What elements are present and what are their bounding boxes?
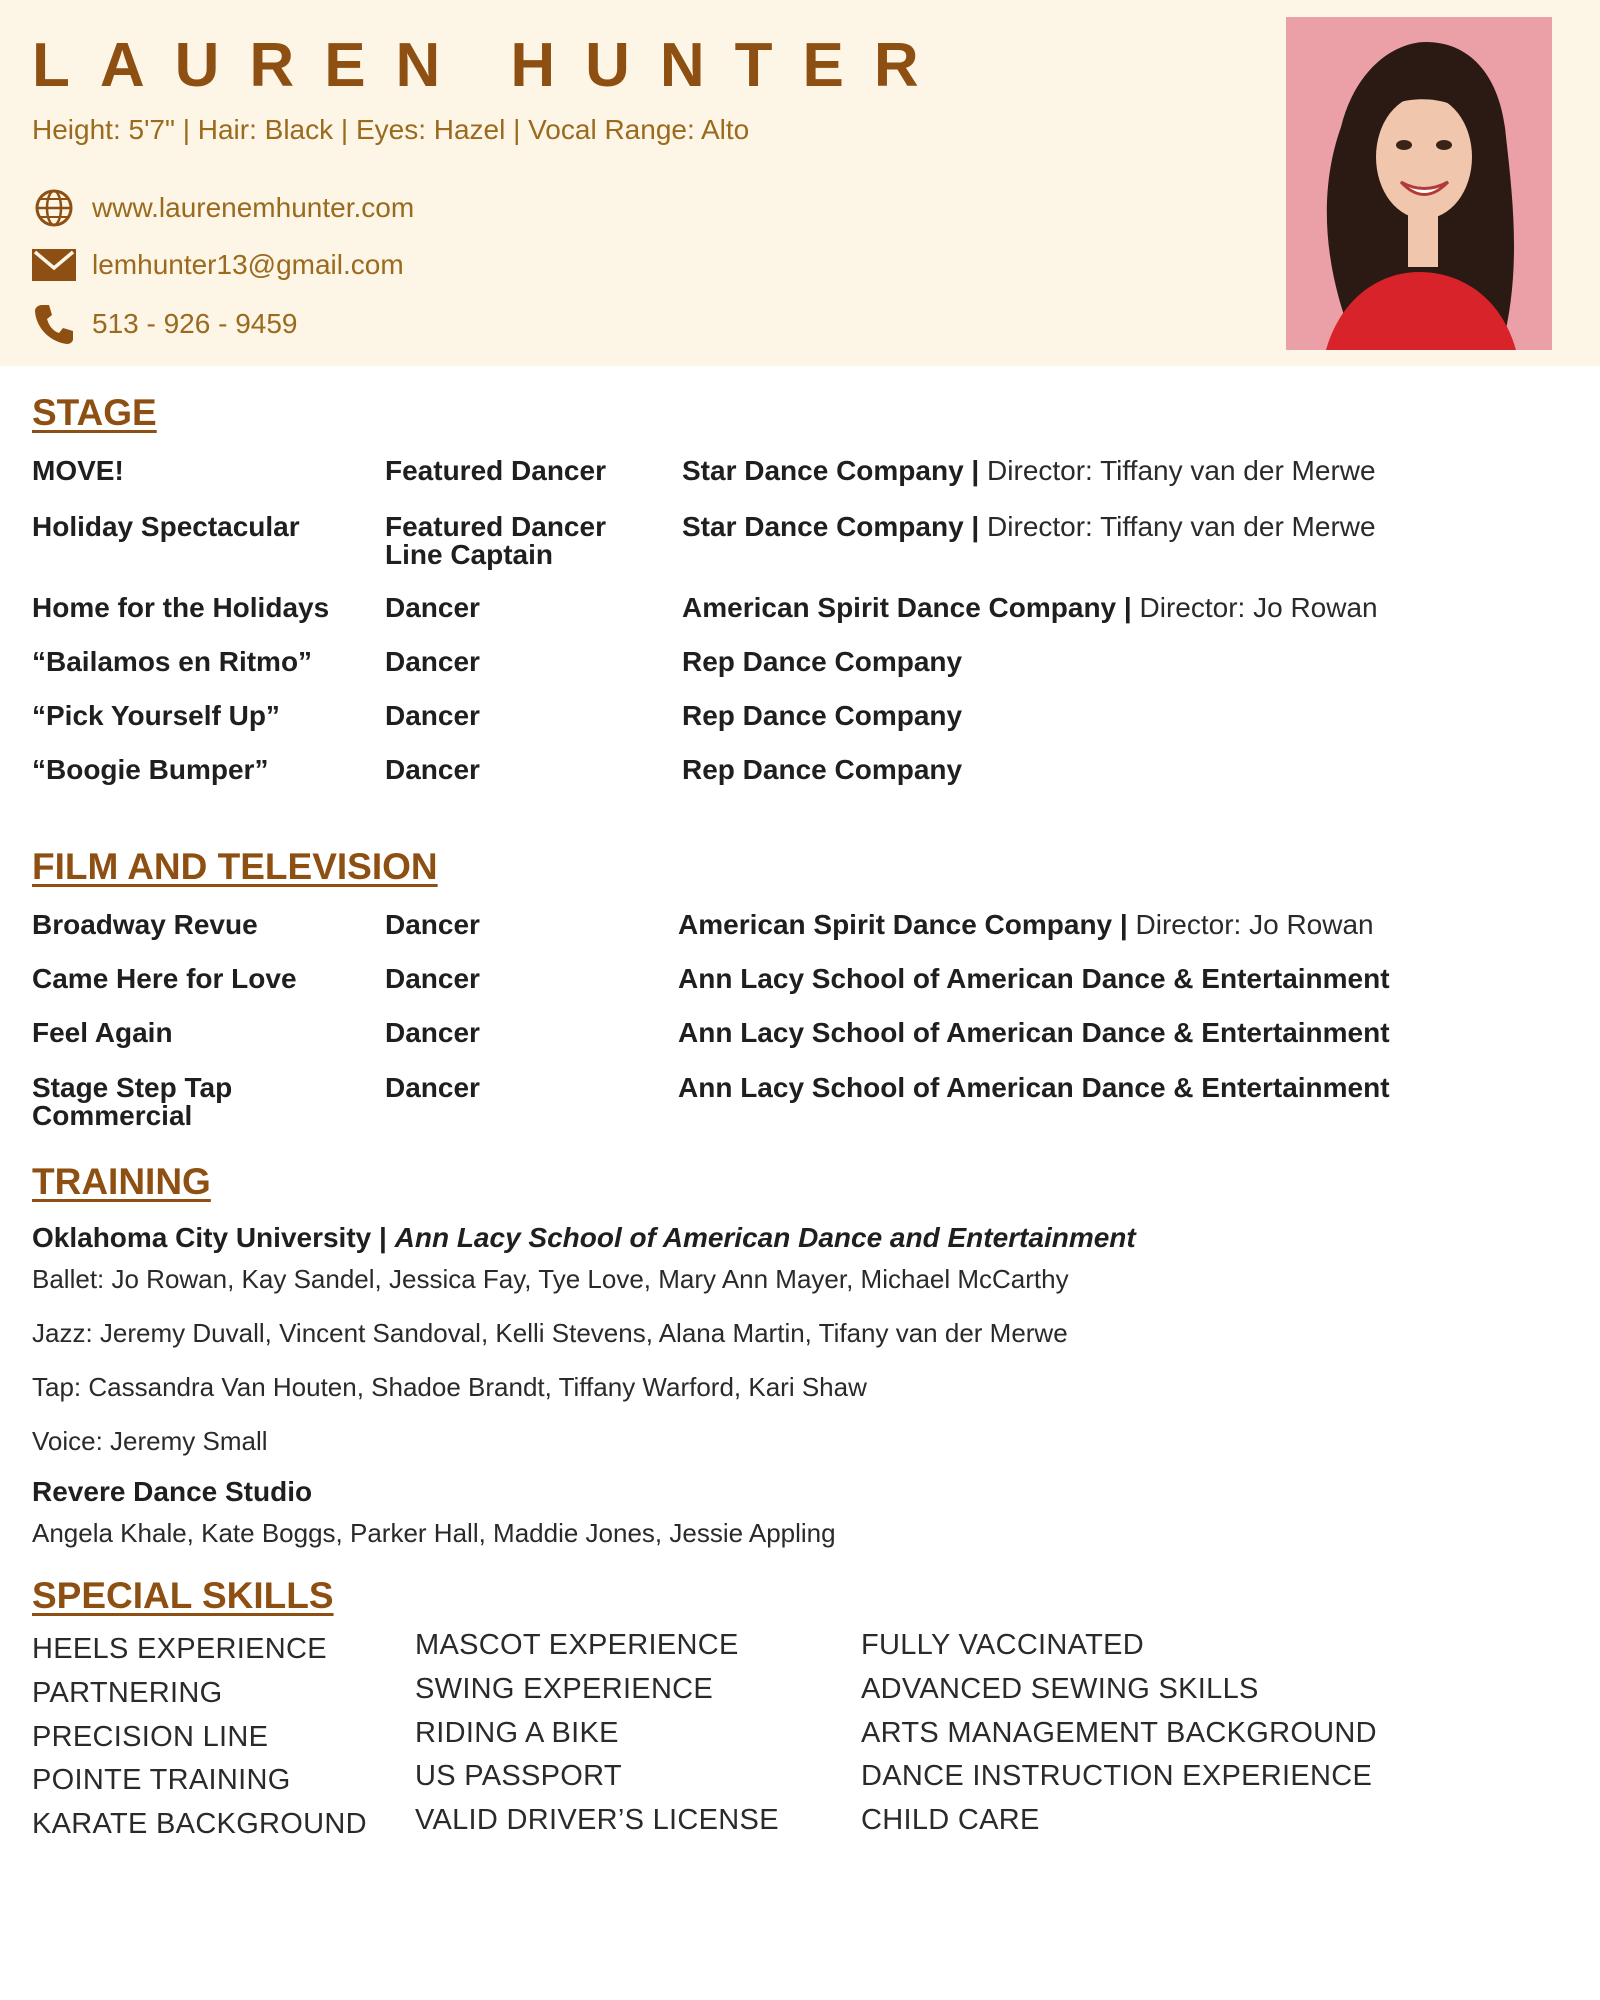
skill-item: CHILD CARE xyxy=(861,1804,1040,1836)
credit-role: Featured Dancer xyxy=(385,455,606,486)
credit-company: Rep Dance Company xyxy=(682,754,963,785)
credit-company: Ann Lacy School of American Dance & Entertainment xyxy=(678,963,1390,994)
mail-icon xyxy=(32,243,76,287)
credit-role: Dancer xyxy=(385,592,480,623)
credit-role: Dancer xyxy=(385,963,480,994)
credit-role: Dancer xyxy=(385,754,480,785)
email-contact[interactable] xyxy=(32,243,404,287)
headshot-photo xyxy=(1286,17,1552,350)
skill-item: PARTNERING xyxy=(32,1677,223,1709)
credit-title: Holiday Spectacular xyxy=(32,511,300,542)
phone-contact[interactable] xyxy=(32,302,298,346)
credit-title: “Boogie Bumper” xyxy=(32,754,269,785)
credit-company: Rep Dance Company xyxy=(682,700,963,731)
credit-title: MOVE! xyxy=(32,455,124,486)
skill-item: PRECISION LINE xyxy=(32,1721,269,1753)
credit-company: Rep Dance Company xyxy=(682,646,963,677)
globe-icon xyxy=(32,186,76,230)
training-line: Tap: Cassandra Van Houten, Shadoe Brandt, Tiffany Warford, Kari Shaw xyxy=(32,1372,867,1402)
skill-item: US PASSPORT xyxy=(415,1760,622,1792)
credit-role: Dancer xyxy=(385,1072,480,1103)
skill-item: ADVANCED SEWING SKILLS xyxy=(861,1673,1259,1705)
skill-item: SWING EXPERIENCE xyxy=(415,1673,714,1705)
skill-item: VALID DRIVER’S LICENSE xyxy=(415,1804,779,1836)
credit-company: Star Dance Company | Director: Tiffany van der Merwe xyxy=(682,455,1376,486)
film-section-title: FILM AND TELEVISION xyxy=(32,846,438,887)
credit-company: American Spirit Dance Company | Director: Jo Rowan xyxy=(678,909,1374,940)
training-school: Oklahoma City University | Ann Lacy School of American Dance and Entertainment xyxy=(32,1222,1136,1253)
website-link[interactable]: www.laurenemhunter.com xyxy=(92,192,415,223)
skill-item: HEELS EXPERIENCE xyxy=(32,1633,327,1665)
stage-section-title: STAGE xyxy=(32,392,157,433)
credit-company: American Spirit Dance Company | Director: Jo Rowan xyxy=(682,592,1378,623)
training-line: Angela Khale, Kate Boggs, Parker Hall, Maddie Jones, Jessie Appling xyxy=(32,1518,836,1548)
skill-item: ARTS MANAGEMENT BACKGROUND xyxy=(861,1717,1377,1749)
skill-item: RIDING A BIKE xyxy=(415,1717,619,1749)
skill-item: POINTE TRAINING xyxy=(32,1764,291,1796)
skill-item: DANCE INSTRUCTION EXPERIENCE xyxy=(861,1760,1373,1792)
credit-company: Ann Lacy School of American Dance & Entertainment xyxy=(678,1017,1390,1048)
credit-role: Dancer xyxy=(385,1017,480,1048)
credit-company: Ann Lacy School of American Dance & Entertainment xyxy=(678,1072,1390,1103)
performer-stats: Height: 5'7" | Hair: Black | Eyes: Hazel | Vocal Range: Alto xyxy=(32,114,750,145)
credit-role: Dancer xyxy=(385,700,480,731)
credit-title: Broadway Revue xyxy=(32,909,258,940)
skills-section-title: SPECIAL SKILLS xyxy=(32,1575,334,1616)
credit-title: “Bailamos en Ritmo” xyxy=(32,646,313,677)
skill-item: KARATE BACKGROUND xyxy=(32,1808,367,1840)
credit-role: Featured Dancer Line Captain xyxy=(385,511,606,570)
training-section-title: TRAINING xyxy=(32,1161,211,1202)
performer-name: LAUREN HUNTER xyxy=(32,31,949,100)
credit-title: “Pick Yourself Up” xyxy=(32,700,280,731)
credit-role: Dancer xyxy=(385,909,480,940)
phone-icon xyxy=(32,302,76,346)
email-link[interactable]: lemhunter13@gmail.com xyxy=(92,249,404,280)
header-banner xyxy=(0,0,1600,366)
credit-role: Dancer xyxy=(385,646,480,677)
phone-number[interactable]: 513 - 926 - 9459 xyxy=(92,308,298,339)
training-school: Revere Dance Studio xyxy=(32,1476,313,1507)
credit-title: Home for the Holidays xyxy=(32,592,330,623)
website-contact[interactable] xyxy=(32,186,414,230)
skill-item: FULLY VACCINATED xyxy=(861,1629,1145,1661)
credit-title: Feel Again xyxy=(32,1017,173,1048)
training-line: Jazz: Jeremy Duvall, Vincent Sandoval, Kelli Stevens, Alana Martin, Tifany van der Merwe xyxy=(32,1318,1068,1348)
training-line: Voice: Jeremy Small xyxy=(32,1426,268,1456)
credit-title: Came Here for Love xyxy=(32,963,297,994)
skill-item: MASCOT EXPERIENCE xyxy=(415,1629,739,1661)
credit-company: Star Dance Company | Director: Tiffany van der Merwe xyxy=(682,511,1376,542)
training-line: Ballet: Jo Rowan, Kay Sandel, Jessica Fay, Tye Love, Mary Ann Mayer, Michael McCarthy xyxy=(32,1264,1069,1294)
credit-title: Stage Step Tap Commercial xyxy=(32,1072,233,1131)
